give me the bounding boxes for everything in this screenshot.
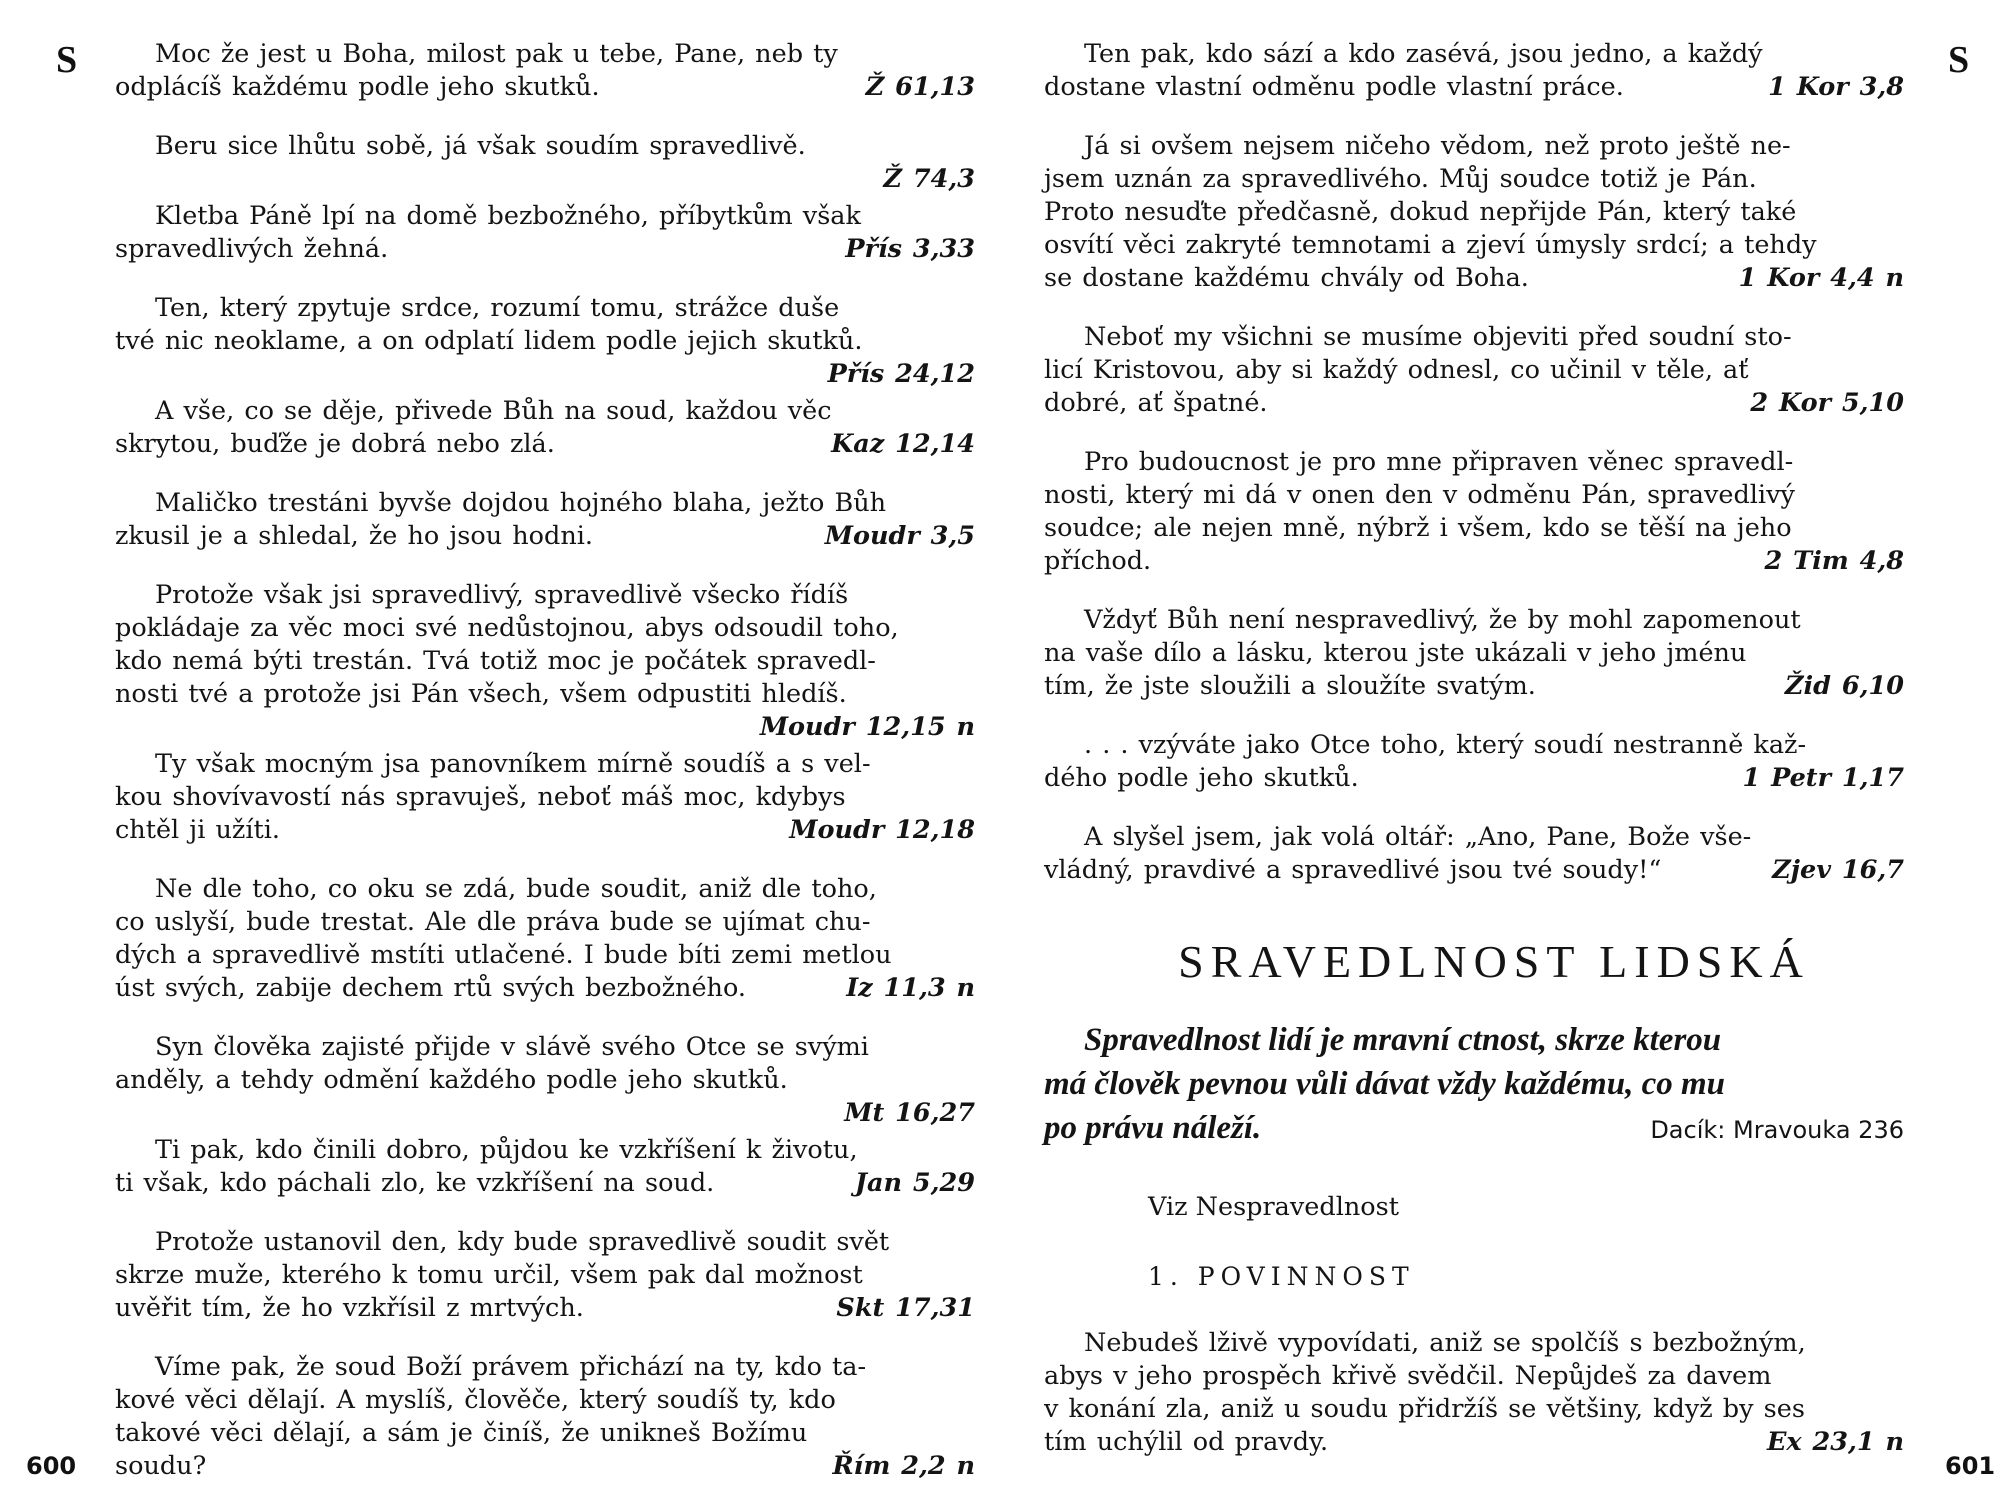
quote-entry	[1044, 446, 1904, 578]
quote-line: dého podle jeho skutků.	[1044, 763, 1359, 793]
quote-entry	[115, 292, 975, 391]
quote-line: ti však, kdo páchali zlo, ke vzkříšení na soud.	[115, 1168, 715, 1198]
quote-line: úst svých, zabije dechem rtů svých bezbožného.	[115, 973, 746, 1003]
reference-line	[115, 1097, 975, 1130]
quote-last-line	[115, 71, 975, 104]
reference-line	[115, 711, 975, 744]
page-number-right: 601	[1945, 1452, 1996, 1480]
scripture-reference: 2 Kor 5,10	[1750, 388, 1904, 418]
scripture-reference: Přís 3,33	[845, 234, 975, 264]
quote-entry	[1044, 821, 1904, 887]
scripture-reference: 2 Tim 4,8	[1764, 546, 1904, 576]
quote-line: Proto nesuďte předčasně, dokud nepřijde Pán, který také	[1044, 197, 1797, 227]
quote-line: odplácíš každému podle jeho skutků.	[115, 72, 600, 102]
quote-entry	[115, 487, 975, 553]
scripture-reference: Řím 2,2 n	[832, 1451, 975, 1481]
quote-line: tím, že jste sloužili a sloužíte svatým.	[1044, 671, 1536, 701]
quote-line: Syn člověka zajisté přijde v slávě svého Otce se svými	[155, 1032, 869, 1062]
quote-line: licí Kristovou, aby si každý odnesl, co učinil v těle, ať	[1044, 355, 1749, 385]
quote-line: kou shovívavostí nás spravuješ, neboť máš moc, kdybys	[115, 782, 846, 812]
quote-last-line	[1044, 71, 1904, 104]
definition-source: Dacík: Mravouka 236	[1650, 1116, 1904, 1144]
quote-line: skrze muže, kterého k tomu určil, všem pak dal možnost	[115, 1260, 863, 1290]
quote-line: nosti, který mi dá v onen den v odměnu Pán, spravedlivý	[1044, 480, 1795, 510]
quote-entry	[1044, 38, 1904, 104]
scripture-reference: Kaz 12,14	[831, 429, 975, 459]
quote-entry	[1044, 130, 1904, 295]
see-also: Viz Nespravedlnost	[1148, 1192, 1399, 1222]
quote-line: Protože ustanovil den, kdy bude spravedlivě soudit svět	[155, 1227, 890, 1257]
quote-entry	[1044, 604, 1904, 703]
scripture-reference: Ž 74,3	[883, 164, 975, 194]
quote-last-line	[115, 1292, 975, 1325]
scripture-reference: Jan 5,29	[854, 1168, 975, 1198]
quote-line: soudu?	[115, 1451, 207, 1481]
quote-line: Moc že jest u Boha, milost pak u tebe, Pane, neb ty	[155, 39, 838, 69]
quote-line: kdo nemá býti trestán. Tvá totiž moc je počátek spravedl-	[115, 646, 876, 676]
definition-line: Spravedlnost lidí je mravní ctnost, skrze kterou	[1084, 1022, 1722, 1058]
quote-line: Já si ovšem nejsem ničeho vědom, než proto ještě ne-	[1084, 131, 1791, 161]
quote-last-line	[115, 428, 975, 461]
quote-line: tím uchýlil od pravdy.	[1044, 1427, 1329, 1457]
scripture-reference: Mt 16,27	[844, 1098, 975, 1128]
quote-line: se dostane každému chvály od Boha.	[1044, 263, 1529, 293]
quote-entry	[115, 873, 975, 1005]
quote-line: Ten, který zpytuje srdce, rozumí tomu, strážce duše	[155, 293, 840, 323]
quote-last-line	[1044, 854, 1904, 887]
scripture-reference: 1 Petr 1,17	[1742, 763, 1904, 793]
scripture-reference: Moudr 12,15 n	[759, 712, 975, 742]
thumb-letter-right: S	[1948, 39, 1970, 81]
quote-line: Vždyť Bůh není nespravedlivý, že by mohl zapomenout	[1084, 605, 1801, 635]
quote-line: Ti pak, kdo činili dobro, půjdou ke vzkříšení k životu,	[155, 1135, 858, 1165]
quote-entry	[115, 1031, 975, 1130]
quote-entry	[115, 579, 975, 744]
quote-line: Ty však mocným jsa panovníkem mírně soudíš a s vel-	[155, 749, 871, 779]
quote-line: anděly, a tehdy odmění každého podle jeho skutků.	[115, 1065, 788, 1095]
quote-line: Pro budoucnost je pro mne připraven věnec spravedl-	[1084, 447, 1794, 477]
scripture-reference: Moudr 3,5	[824, 521, 975, 551]
subheading: 1. POVINNOST	[1148, 1262, 1415, 1291]
quote-entry	[115, 1351, 975, 1483]
quote-line: tvé nic neoklame, a on odplatí lidem podle jejich skutků.	[115, 326, 863, 356]
quote-line: abys v jeho prospěch křivě svědčil. Nepůjdeš za davem	[1044, 1361, 1772, 1391]
quote-last-line	[115, 520, 975, 553]
right-column	[1044, 38, 1904, 1459]
scripture-reference: 1 Kor 4,4 n	[1738, 263, 1904, 293]
quote-last-line	[1044, 670, 1904, 703]
quote-line: osvítí věci zakryté temnotami a zjeví úmysly srdcí; a tehdy	[1044, 230, 1817, 260]
page-number-left: 600	[26, 1452, 77, 1480]
quote-entry	[115, 38, 975, 104]
quote-line: nosti tvé a protože jsi Pán všech, všem odpustiti hledíš.	[115, 679, 847, 709]
quote-entry	[115, 395, 975, 461]
quote-line: pokládaje za věc moci své nedůstojnou, abys odsoudil toho,	[115, 613, 899, 643]
scripture-reference: Ž 61,13	[865, 72, 975, 102]
scripture-reference: Skt 17,31	[836, 1293, 975, 1323]
quote-entry	[115, 200, 975, 266]
left-column	[115, 38, 975, 1483]
quote-line: Ne dle toho, co oku se zdá, bude soudit, aniž dle toho,	[155, 874, 877, 904]
quote-entry	[1044, 729, 1904, 795]
right-entries	[1044, 38, 1904, 887]
quote-line: zkusil je a shledal, že ho jsou hodni.	[115, 521, 594, 551]
scripture-reference: Žid 6,10	[1784, 671, 1904, 701]
reference-line	[115, 358, 975, 391]
final-entry	[1044, 1327, 1904, 1459]
quote-line: chtěl ji užíti.	[115, 815, 280, 845]
quote-last-line	[115, 814, 975, 847]
quote-last-line	[1044, 387, 1904, 420]
reference-line	[115, 163, 975, 196]
scripture-reference: Přís 24,12	[827, 359, 975, 389]
quote-line: na vaše dílo a lásku, kterou jste ukázali v jeho jménu	[1044, 638, 1747, 668]
quote-line: Maličko trestáni byvše dojdou hojného blaha, ježto Bůh	[155, 488, 887, 518]
quote-entry	[115, 1226, 975, 1325]
quote-line: A vše, co se děje, přivede Bůh na soud, každou věc	[155, 396, 832, 426]
quote-line: příchod.	[1044, 546, 1152, 576]
quote-last-line	[1044, 262, 1904, 295]
quote-line: Neboť my všichni se musíme objeviti před soudní sto-	[1084, 322, 1792, 352]
quote-line: dostane vlastní odměnu podle vlastní práce.	[1044, 72, 1624, 102]
quote-line: soudce; ale nejen mně, nýbrž i všem, kdo se těší na jeho	[1044, 513, 1792, 543]
quote-line: vládný, pravdivé a spravedlivé jsou tvé soudy!“	[1044, 855, 1662, 885]
scripture-reference: Zjev 16,7	[1772, 855, 1904, 885]
section-heading: SRAVEDLNOST LIDSKÁ	[1178, 936, 1810, 987]
quote-line: uvěřit tím, že ho vzkřísil z mrtvých.	[115, 1293, 584, 1323]
quote-entry	[115, 748, 975, 847]
quote-line: A slyšel jsem, jak volá oltář: „Ano, Pane, Bože vše-	[1084, 822, 1752, 852]
scripture-reference: Iz 11,3 n	[846, 973, 975, 1003]
definition-last-text: po právu náleží.	[1044, 1110, 1262, 1146]
scripture-reference: Moudr 12,18	[789, 815, 975, 845]
quote-line: dých a spravedlivě mstíti utlačené. I bude bíti zemi metlou	[115, 940, 892, 970]
quote-last-line	[1044, 1426, 1904, 1459]
quote-entry	[1044, 321, 1904, 420]
quote-line: jsem uznán za spravedlivého. Můj soudce totiž je Pán.	[1044, 164, 1757, 194]
scripture-reference: Ex 23,1 n	[1766, 1427, 1904, 1457]
quote-line: co uslyší, bude trestat. Ale dle práva bude se ujímat chu-	[115, 907, 871, 937]
quote-line: Nebudeš lživě vypovídati, aniž se spolčíš s bezbožným,	[1084, 1328, 1806, 1358]
quote-line: dobré, ať špatné.	[1044, 388, 1268, 418]
quote-last-line	[115, 1167, 975, 1200]
quote-last-line	[115, 233, 975, 266]
thumb-letter-left: S	[56, 39, 78, 81]
quote-line: Víme pak, že soud Boží právem přichází na ty, kdo ta-	[155, 1352, 867, 1382]
quote-entry	[115, 1134, 975, 1200]
quote-last-line	[115, 1450, 975, 1483]
quote-entry	[1044, 1327, 1904, 1459]
quote-line: kové věci dělají. A myslíš, člověče, který soudíš ty, kdo	[115, 1385, 836, 1415]
quote-last-line	[115, 972, 975, 1005]
quote-line: skrytou, buďže je dobrá nebo zlá.	[115, 429, 555, 459]
quote-line: . . . vzýváte jako Otce toho, který soudí nestranně kaž-	[1084, 730, 1807, 760]
quote-last-line	[1044, 545, 1904, 578]
section-definition	[1044, 1018, 1904, 1152]
quote-line: v konání zla, aniž u soudu přidržíš se většiny, když by ses	[1044, 1394, 1805, 1424]
definition-line: má člověk pevnou vůli dávat vždy každému, co mu	[1044, 1066, 1725, 1102]
quote-line: Protože však jsi spravedlivý, spravedlivě všecko řídíš	[155, 580, 849, 610]
definition-last-line	[1044, 1106, 1904, 1152]
scripture-reference: 1 Kor 3,8	[1768, 72, 1904, 102]
quote-line: Ten pak, kdo sází a kdo zasévá, jsou jedno, a každý	[1084, 39, 1763, 69]
quote-line: Beru sice lhůtu sobě, já však soudím spravedlivě.	[155, 131, 806, 161]
quote-line: spravedlivých žehná.	[115, 234, 389, 264]
quote-entry	[115, 130, 975, 196]
quote-last-line	[1044, 762, 1904, 795]
quote-line: Kletba Páně lpí na domě bezbožného, příbytkům však	[155, 201, 861, 231]
quote-line: takové věci dělají, a sám je činíš, že unikneš Božímu	[115, 1418, 808, 1448]
